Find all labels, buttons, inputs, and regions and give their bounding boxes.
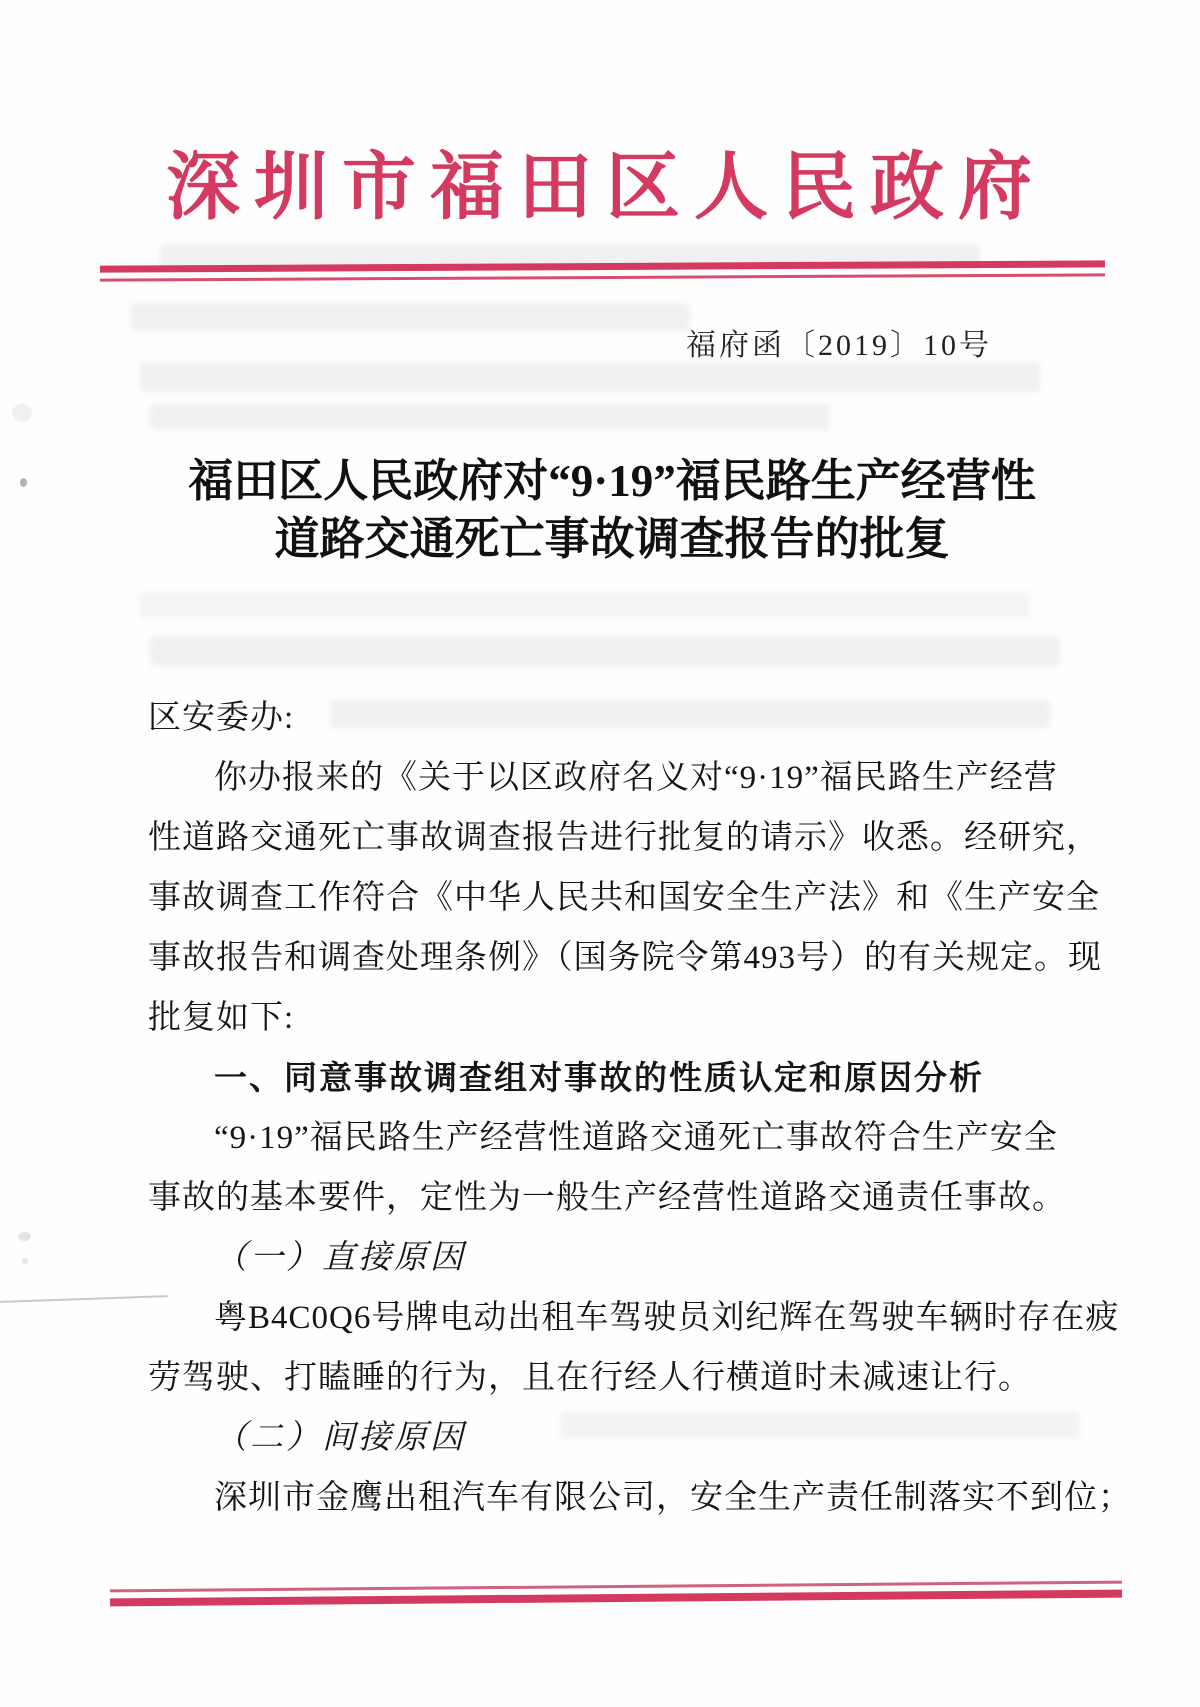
document-title xyxy=(12,452,1200,568)
body-line: 批复如下: xyxy=(148,1000,295,1036)
scan-artifact xyxy=(18,1232,31,1241)
body-line: 劳驾驶、打瞌睡的行为，且在行经人行横道时未减速让行。 xyxy=(148,1360,1032,1396)
salutation: 区安委办: xyxy=(148,700,295,736)
body-line: 深圳市金鹰出租汽车有限公司，安全生产责任制落实不到位； xyxy=(214,1480,1132,1516)
body-line: 事故调查工作符合《中华人民共和国安全生产法》和《生产安全 xyxy=(148,880,1100,916)
body-line: 性道路交通死亡事故调查报告进行批复的请示》收悉。经研究， xyxy=(148,820,1100,856)
body-line: “9·19”福民路生产经营性道路交通死亡事故符合生产安全 xyxy=(214,1120,1058,1156)
document-title-line1: 福田区人民政府对“9·19”福民路生产经营性 xyxy=(188,456,1036,506)
subsection-heading: （一）直接原因 xyxy=(214,1240,466,1276)
bleed-through-artifact xyxy=(130,303,690,331)
bleed-through-artifact xyxy=(140,362,1040,392)
agency-letterhead-title: 深圳市福田区人民政府 xyxy=(166,147,1046,229)
body-line: 粤B4C0Q6号牌电动出租车驾驶员刘纪辉在驾驶车辆时存在疲 xyxy=(214,1300,1120,1336)
bleed-through-artifact xyxy=(150,404,830,430)
document-number: 福府函〔2019〕10号 xyxy=(686,329,992,362)
subsection-heading: （二）间接原因 xyxy=(214,1420,466,1456)
bleed-through-artifact xyxy=(150,636,1060,666)
footer-double-rule xyxy=(110,1581,1122,1607)
body-line: 事故报告和调查处理条例》（国务院令第493号）的有关规定。现 xyxy=(148,940,1102,976)
document-body xyxy=(148,688,1132,1528)
scan-crease-artifact xyxy=(0,1295,168,1303)
section-heading: 一、同意事故调查组对事故的性质认定和原因分析 xyxy=(214,1059,984,1096)
document-title-line2: 道路交通死亡事故调查报告的批复 xyxy=(274,514,950,564)
scan-artifact xyxy=(12,404,32,422)
scan-artifact xyxy=(22,1258,28,1264)
bleed-through-artifact xyxy=(140,592,1030,618)
body-line: 你办报来的《关于以区政府名义对“9·19”福民路生产经营 xyxy=(214,760,1058,796)
body-line: 事故的基本要件，定性为一般生产经营性道路交通责任事故。 xyxy=(148,1180,1066,1216)
